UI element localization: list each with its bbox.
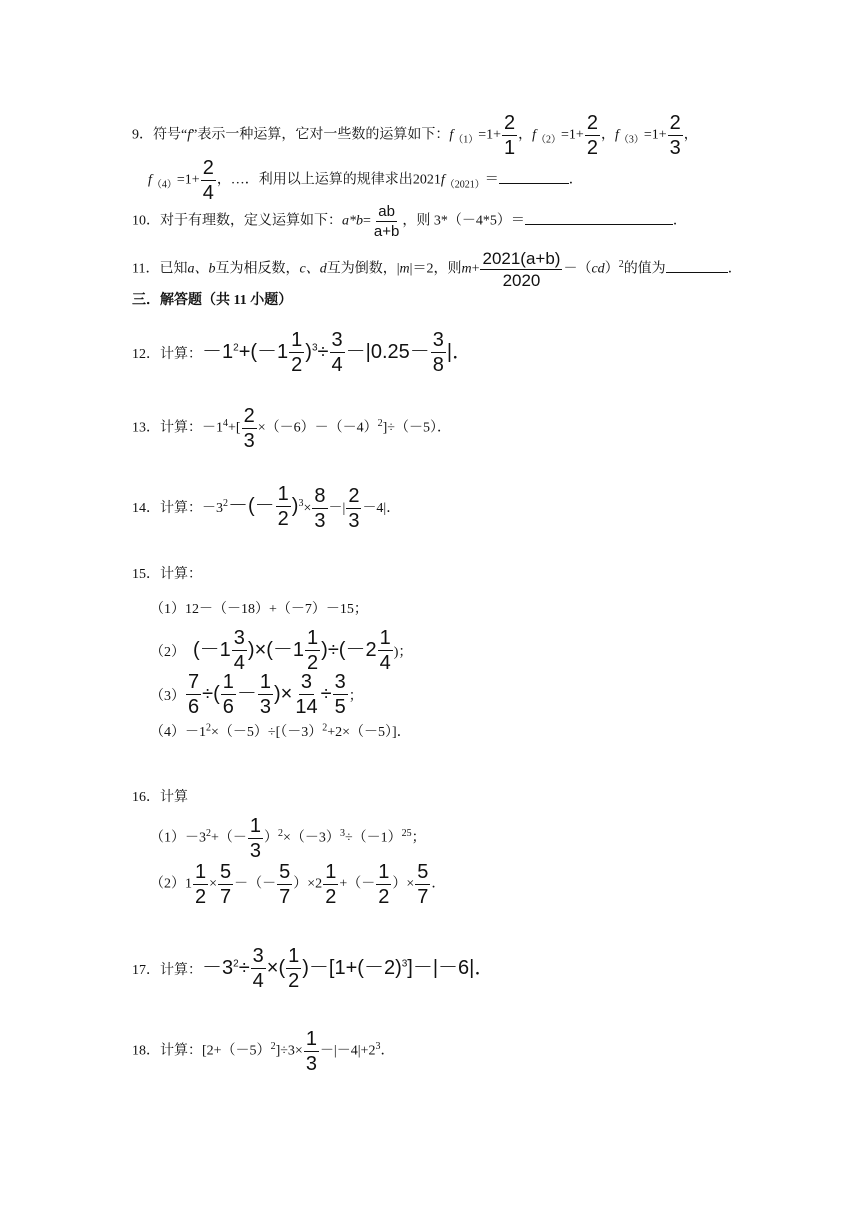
fraction: $\frac{1}{4}$	[379, 627, 391, 674]
answer-blank[interactable]	[666, 258, 728, 273]
fraction: $\frac{1}{2}$	[325, 861, 337, 908]
q11-label: 11．	[132, 261, 160, 277]
fraction: $\frac{2}{1}$	[504, 112, 516, 159]
fraction: $\frac{2}{3}$	[348, 485, 360, 533]
question-9-cont: $f_{(4)}=1+$ $\frac{2}{4}$ ，…．利用以上运算的规律求出$2021f_{(2021)}=$ ．	[148, 157, 583, 204]
fraction: $\frac{1}{2}$	[195, 861, 207, 908]
section-heading: 三．解答题（共 11 小题）	[132, 293, 293, 308]
answer-blank[interactable]	[499, 169, 569, 184]
q16-item-1: $(1)-3^2+(-$ $\frac{1}{3}$ ）$^2\times(-3)^3\div(-1)^{25}$；	[150, 815, 426, 862]
answer-blank[interactable]	[525, 210, 673, 225]
question-17: 17．计算：$-3^2\div$ $\frac{3}{4}$ ×( $\frac{1}{2}$ )$-[1+(-2)^3]-|-6|$．	[132, 945, 495, 992]
fraction: $\frac{1}{6}$	[222, 671, 234, 718]
fraction: $\frac{1}{3}$	[259, 671, 272, 718]
q16-item-2: （2）1 $\frac{1}{2}$ × $\frac{5}{7}$ －（－ $\frac{5}{7}$ ）×2 $\frac{1}{2}$ +（－ $\frac{1}{2}$ ）× $\frac{5}{7}$ ．	[150, 861, 446, 908]
fraction: $\frac{1}{2}$	[307, 627, 319, 674]
q15-item-4: $(4)-1^2\times(-5)\div[(-3)^2+2\times(-5)]$．	[150, 722, 411, 740]
fraction: $\frac{1}{3}$	[305, 1028, 317, 1075]
question-10: 10．对于有理数，定义运算如下：a*b= $\frac{ab}{a+b}$ ，则 3*（－4*5）＝ ．	[132, 203, 687, 240]
question-13: 13．计算：$-1^4+$[ $\frac{2}{3}$ $\times(-6)-(-4)^2]\div(-5)$．	[132, 405, 451, 452]
question-18: 18．计算：$[2+(-5)^2]\div 3\times$ $\frac{1}{3}$ $-|-4|+2^3$．	[132, 1028, 395, 1075]
question-12: 12．计算：$-1^2+(-1$ $\frac{1}{2}$ )$^3$÷ $\frac{3}{4}$ －|0.25－ $\frac{3}{8}$ |．	[132, 329, 473, 376]
q9-label: 9．	[132, 127, 153, 143]
fraction: $\frac{2}{3}$	[669, 112, 681, 159]
question-11: 11．已知a、b互为相反数，c、d互为倒数，|m|＝2，则m+ $\frac{2021(a+b)}{2020}$ －（cd）$^2$的值为 ．	[132, 249, 742, 290]
fraction: $\frac{ab}{a+b}$	[373, 203, 400, 240]
fraction: $\frac{3}{14}$	[295, 671, 318, 718]
fraction: $\frac{3}{4}$	[252, 945, 264, 992]
fraction: $\frac{2}{4}$	[202, 157, 214, 204]
fraction: $\frac{3}{4}$	[233, 627, 245, 674]
fraction: $\frac{5}{7}$	[417, 861, 429, 908]
fraction: $\frac{1}{2}$	[277, 483, 289, 530]
fraction: $\frac{8}{3}$	[314, 485, 326, 533]
fraction: $\frac{2}{2}$	[586, 112, 598, 159]
fraction: $\frac{3}{4}$	[331, 329, 343, 376]
q15-item-3: （3） $\frac{7}{6}$ ÷( $\frac{1}{6}$ － $\frac{1}{3}$ )× $\frac{3}{14}$ ÷ $\frac{3}{5}$ ；	[150, 671, 363, 718]
q15-item-1: （1）12－（－18）+（－7）－15；	[150, 602, 368, 617]
fraction: $\frac{1}{2}$	[378, 861, 390, 908]
q10-label: 10．	[132, 213, 160, 229]
fraction: $\frac{7}{6}$	[188, 671, 200, 718]
q15-item-2: （2） (－1 $\frac{3}{4}$ )×(－1 $\frac{1}{2}$ )÷(－2 $\frac{1}{4}$ )；	[150, 627, 413, 674]
fraction: $\frac{1}{3}$	[249, 815, 262, 862]
fraction: $\frac{1}{2}$	[291, 329, 303, 376]
fraction: $\frac{1}{2}$	[288, 945, 300, 992]
question-14: 14．计算：$-3^2-(-$ $\frac{1}{2}$ )$^3$× $\frac{8}{3}$ －| $\frac{2}{3}$ －4|．	[132, 483, 401, 533]
fraction: $\frac{5}{7}$	[220, 861, 232, 908]
question-15: 15．计算：	[132, 567, 202, 582]
question-16: 16．计算	[132, 790, 188, 805]
question-9: 9．符号“f”表示一种运算，它对一些数的运算如下：$f_{(1)}=1+$ $\frac{2}{1}$ ，$f_{(2)}=1+$ $\frac{2}{2}$ ，$f_{(3)}=1+$ $\frac{2}{3}$ ，	[132, 112, 698, 159]
fraction: $\frac{2}{3}$	[243, 405, 255, 452]
fraction: $\frac{5}{7}$	[279, 861, 291, 908]
fraction: $\frac{2021(a+b)}{2020}$	[482, 249, 561, 290]
fraction: $\frac{3}{8}$	[432, 329, 444, 376]
fraction: $\frac{3}{5}$	[334, 671, 346, 718]
